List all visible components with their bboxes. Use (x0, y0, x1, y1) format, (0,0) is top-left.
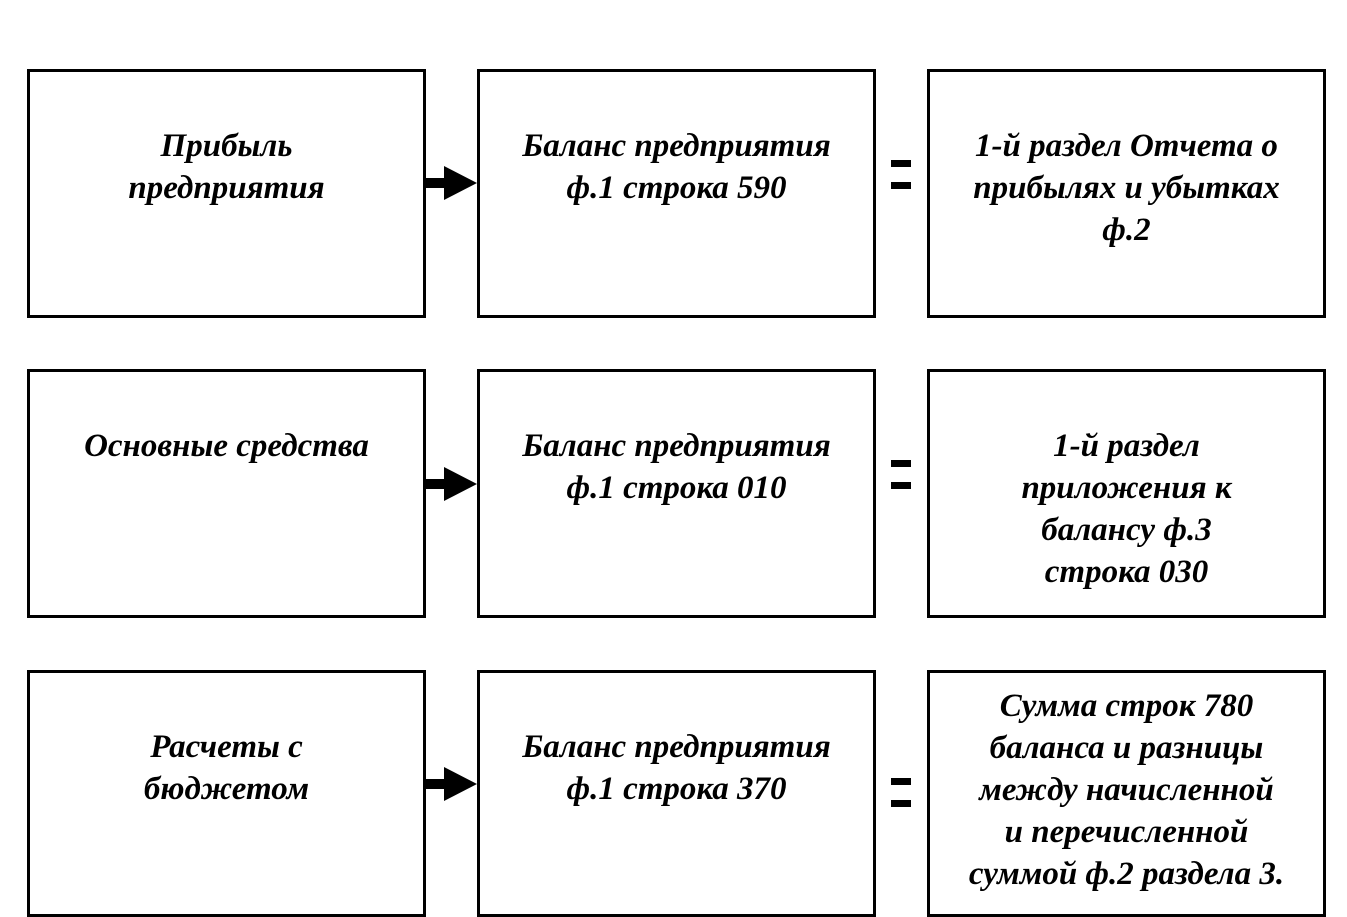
row3-indicator-box (27, 670, 426, 917)
row2-balance-box (477, 369, 876, 618)
row1-equals-icon (891, 160, 911, 190)
row1-balance-text: Баланс предприятия ф.1 строка 590 (522, 128, 831, 206)
row1-balance-box (477, 69, 876, 318)
row2-report-box (927, 369, 1326, 618)
row1-report-box (927, 69, 1326, 318)
row3-report-box (927, 670, 1326, 917)
row2-indicator-text: Основные средства (84, 428, 369, 464)
row3-equals-icon (891, 778, 911, 808)
row2-arrow-icon (424, 467, 477, 501)
row3-balance-box (477, 670, 876, 917)
row1-report-text: 1-й раздел Отчета о прибылях и убытках ф.2 (973, 128, 1280, 248)
row2-balance-text: Баланс предприятия ф.1 строка 010 (522, 428, 831, 506)
row3-report-text: Сумма строк 780 баланса и разницы между начисленной и перечисленной суммой ф.2 раздела 3. (968, 688, 1285, 892)
row1-indicator-text: Прибыль предприятия (128, 128, 325, 206)
row3-balance-text: Баланс предприятия ф.1 строка 370 (522, 729, 831, 807)
row1-indicator-box (27, 69, 426, 318)
row2-indicator-box (27, 369, 426, 618)
row3-arrow-icon (424, 767, 477, 801)
row1-arrow-icon (424, 166, 477, 200)
row3-indicator-text: Расчеты с бюджетом (143, 729, 310, 807)
row2-equals-icon (891, 460, 911, 490)
row2-report-text: 1-й раздел приложения к балансу ф.3 строка 030 (1021, 428, 1232, 590)
